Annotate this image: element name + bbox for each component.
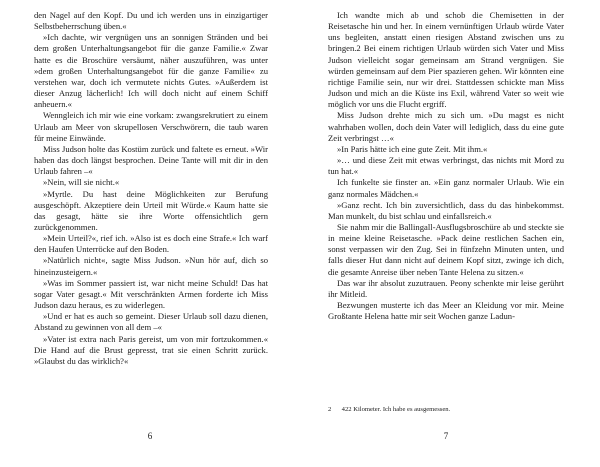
paragraph: »Nein, will sie nicht.« bbox=[43, 177, 120, 188]
paragraph: »In Paris hätte ich eine gute Zeit. Mit ihm.« bbox=[337, 143, 488, 154]
paragraph: »… und diese Zeit mit etwas verbringst, das nichts mit Mord zu tun hat.« bbox=[328, 155, 564, 177]
footnote-text: 422 Kilometer. Ich habe es ausgemessen. bbox=[341, 406, 451, 413]
paragraph: »Ich dachte, wir vergnügen uns an sonnigen Stränden und bei dem großen Unterhaltungsangebot für die ganze Familie.« Zwar hatte es die Broschüre versäumt, näher auszuführen, was unter »dem großen Unterhaltungsangebot für die ganze Familie« zu verstehen war, doch ich vermutete nichts Gutes. »Außerdem ist dieser Anzug lächerlich! Ich will doch nicht auf einem Schiff anheuern.« bbox=[34, 32, 268, 110]
paragraph: den Nagel auf den Kopf. Du und ich werden uns in einzigartiger Selbstbeherrschung üben.« bbox=[34, 10, 268, 32]
paragraph: »Myrtle. Du hast deine Möglichkeiten zur Berufung ausgeschöpft. Akzeptiere dein Urteil mit Würde.« Kaum hatte sie das gesagt, hätte sie ihre Worte offensichtlich gern zurückgenommen. bbox=[34, 188, 268, 232]
paragraph: Miss Judson drehte mich zu sich um. »Du magst es nicht wahrhaben wollen, doch dein Vater will lediglich, dass du eine gute Zeit verbringst …« bbox=[328, 110, 564, 143]
paragraph: Sie nahm mir die Ballingall-Ausflugsbroschüre ab und steckte sie in meine kleine Reisetasche. »Pack deine restlichen Sachen ein, sonst verpassen wir den Zug. Sei in fünfzehn Minuten unten, und falls dieser Hut dann nicht auf deinem Kopf sitzt, zwinge ich dich, die gesamte Anreise über neben Tante Helena zu sitzen.« bbox=[328, 221, 564, 277]
right-text-column bbox=[328, 10, 564, 322]
paragraph: »Mein Urteil?«, rief ich. »Also ist es doch eine Strafe.« Ich warf den Haufen Unterröcke auf den Boden. bbox=[34, 233, 268, 255]
paragraph: »Was im Sommer passiert ist, war nicht meine Schuld! Das hat sogar Vater gesagt.« Mit verschränkten Armen forderte ich Miss Judson dazu heraus, es zu widerlegen. bbox=[34, 277, 268, 311]
paragraph: Miss Judson holte das Kostüm zurück und faltete es erneut. »Wir haben das doch längst besprochen. Deine Tante will mit dir in den Urlaub fahren –« bbox=[34, 143, 268, 177]
page-number: 7 bbox=[443, 431, 449, 441]
paragraph: »Vater ist extra nach Paris gereist, um von mir fortzukommen.« Die Hand auf die Brust gepresst, trat sie einen Schritt zurück. »Glaubst du das wirklich?« bbox=[34, 333, 268, 366]
right-page bbox=[300, 0, 600, 467]
paragraph: »Und er hat es auch so gemeint. Dieser Urlaub soll dazu dienen, Abstand zu gewinnen von all dem –« bbox=[34, 311, 268, 333]
paragraph: Bezwungen musterte ich das Meer an Kleidung vor mir. Meine Großtante Helena hatte mir seit Wochen ganze Ladun- bbox=[328, 300, 564, 322]
footnote bbox=[328, 405, 564, 414]
footnote-marker: 2 bbox=[328, 406, 332, 413]
paragraph: Das war ihr absolut zuzutrauen. Peony schenkte mir leise gerührt ihr Mitleid. bbox=[328, 277, 564, 299]
page-number: 6 bbox=[147, 431, 153, 441]
paragraph: »Natürlich nicht«, sagte Miss Judson. »Nun hör auf, dich so hineinzusteigern.« bbox=[34, 255, 268, 277]
paragraph: Wenngleich ich mir wie eine vorkam: zwangsrekrutiert zu einem Urlaub am Meer von skrupellosen Verschwörern, die taub waren für meine Einwände. bbox=[34, 110, 268, 143]
left-text-column bbox=[34, 10, 268, 367]
paragraph: Ich funkelte sie finster an. »Ein ganz normaler Urlaub. Wie ein ganz normales Mädchen.« bbox=[328, 177, 564, 199]
paragraph: »Ganz recht. Ich bin zuversichtlich, dass du das hinbekommst. Man munkelt, du bist schlau und einfallsreich.« bbox=[328, 199, 564, 221]
paragraph: Ich wandte mich ab und schob die Chemisetten in der Reisetasche hin und her. In einem vernünftigen Urlaub würde Vater uns begleiten, anstatt einen riesigen Abstand zwischen uns zu bringen.2 Bei einem richtigen Urlaub würden sich Vater und Miss Judson vielleicht sogar gemeinsam am Strand vergnügen. Sie würden gemeinsam auf dem Pier spazieren gehen. Wir könnten eine richtige Familie sein, nur wir drei. Stattdessen schickte man Miss Judson und mich an die Küste ins Exil, während Vater so weit wie möglich vor uns die Flucht ergriff. bbox=[328, 10, 564, 110]
